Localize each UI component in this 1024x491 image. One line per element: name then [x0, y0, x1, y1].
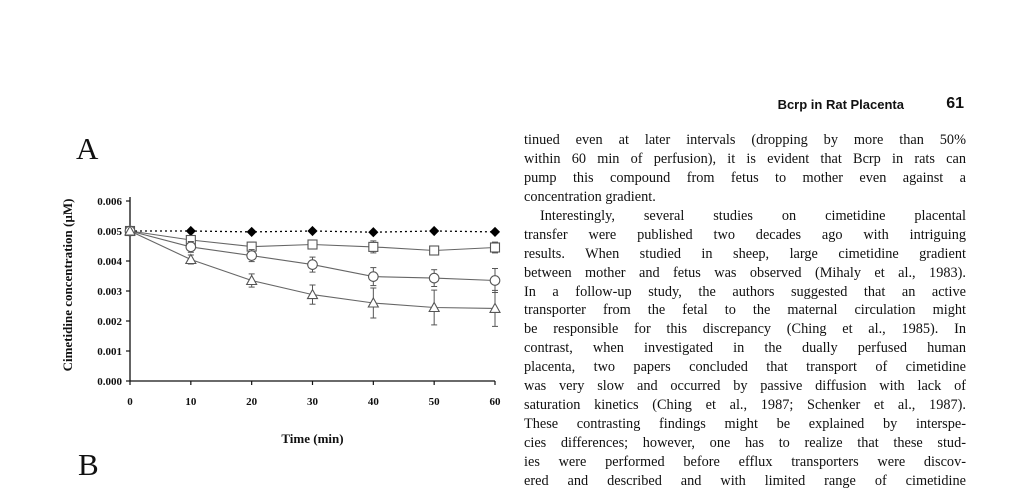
data-point-diamond — [369, 228, 378, 237]
body-text-line: pump this compound from fetus to mother even against a — [524, 169, 966, 186]
data-point-diamond — [186, 227, 195, 236]
data-point-square — [308, 240, 317, 249]
body-text-line: transporter from the fetal to the maternal circulation might — [524, 302, 966, 319]
chart-axes — [126, 197, 495, 385]
data-point-circle — [429, 273, 439, 283]
x-tick-label: 0 — [127, 396, 133, 408]
data-point-diamond — [308, 227, 317, 236]
data-point-circle — [490, 276, 500, 286]
figure-panel-b-label: B — [78, 447, 99, 482]
body-text-line: was very slow and occurred by passive diffusion with lack of — [524, 378, 966, 395]
body-text-line: In a follow-up study, the authors suggested that an active — [524, 283, 966, 300]
series-line — [130, 231, 495, 281]
body-text-line: ies were performed before efflux transporters were discov- — [524, 453, 966, 470]
x-tick-label: 10 — [185, 396, 197, 408]
y-tick-label: 0.000 — [97, 376, 122, 388]
body-text-line: between mother and fetus was observed (Mihaly et al., 1983). — [524, 264, 966, 281]
y-tick-label: 0.002 — [97, 316, 122, 328]
x-tick-label: 20 — [246, 396, 258, 408]
body-text-line: contrast, when investigated in the dually perfused human — [524, 340, 966, 357]
data-point-square — [369, 242, 378, 251]
x-tick-label: 50 — [428, 396, 440, 408]
body-text-line: placenta, two papers concluded that transport of cimetidine — [524, 359, 966, 376]
data-point-circle — [247, 251, 257, 261]
chart-series — [125, 226, 500, 326]
y-tick-label: 0.003 — [97, 286, 122, 298]
body-text-line: results. When studied in sheep, large cimetidine gradient — [524, 245, 966, 262]
data-point-circle — [186, 242, 196, 252]
page-number: 61 — [946, 95, 964, 112]
x-tick-label: 60 — [489, 396, 501, 408]
data-point-diamond — [491, 227, 500, 236]
data-point-circle — [308, 260, 318, 270]
y-axis-title: Cimetidine concentration (µM) — [60, 198, 75, 372]
series-1 — [126, 227, 500, 237]
body-text-line: concentration gradient. — [524, 188, 656, 205]
figure-panel-a-label: A — [76, 131, 99, 166]
y-tick-label: 0.004 — [97, 256, 122, 268]
data-point-triangle — [247, 276, 257, 285]
data-point-triangle — [186, 255, 196, 264]
article-body-text — [524, 131, 966, 491]
body-text-line: transfer were published two decades ago with intriguing — [524, 226, 966, 243]
body-text-line: saturation kinetics (Ching et al., 1987; Schenker et al., 1987). — [524, 397, 966, 414]
body-text-line: within 60 min of perfusion), it is evident that Bcrp in rats can — [524, 150, 966, 167]
data-point-square — [430, 246, 439, 255]
running-header-title: Bcrp in Rat Placenta — [777, 97, 904, 112]
body-text-line: Interestingly, several studies on cimetidine placental — [540, 207, 966, 224]
data-point-square — [491, 243, 500, 252]
x-tick-label: 40 — [367, 396, 379, 408]
y-tick-label: 0.001 — [97, 346, 122, 358]
y-tick-label: 0.006 — [97, 196, 122, 208]
cimetidine-concentration-chart — [50, 185, 520, 455]
x-axis-title: Time (min) — [281, 431, 344, 446]
data-point-diamond — [247, 227, 256, 236]
data-point-circle — [369, 272, 379, 282]
data-point-diamond — [430, 227, 439, 236]
body-text-line: be responsible for this discrepancy (Ching et al., 1985). In — [524, 321, 966, 338]
series-3 — [125, 226, 500, 292]
running-header — [520, 95, 966, 115]
body-text-line: ered and described and with limited range of cimetidine — [524, 472, 966, 489]
body-text-line: These contrasting findings might be explained by interspe- — [524, 416, 966, 433]
body-text-line: tinued even at later intervals (dropping by more than 50% — [524, 132, 966, 148]
x-tick-label: 30 — [307, 396, 318, 408]
body-text-line: cies differences; however, one has to realize that these stud- — [524, 435, 966, 451]
y-tick-label: 0.005 — [97, 226, 122, 238]
